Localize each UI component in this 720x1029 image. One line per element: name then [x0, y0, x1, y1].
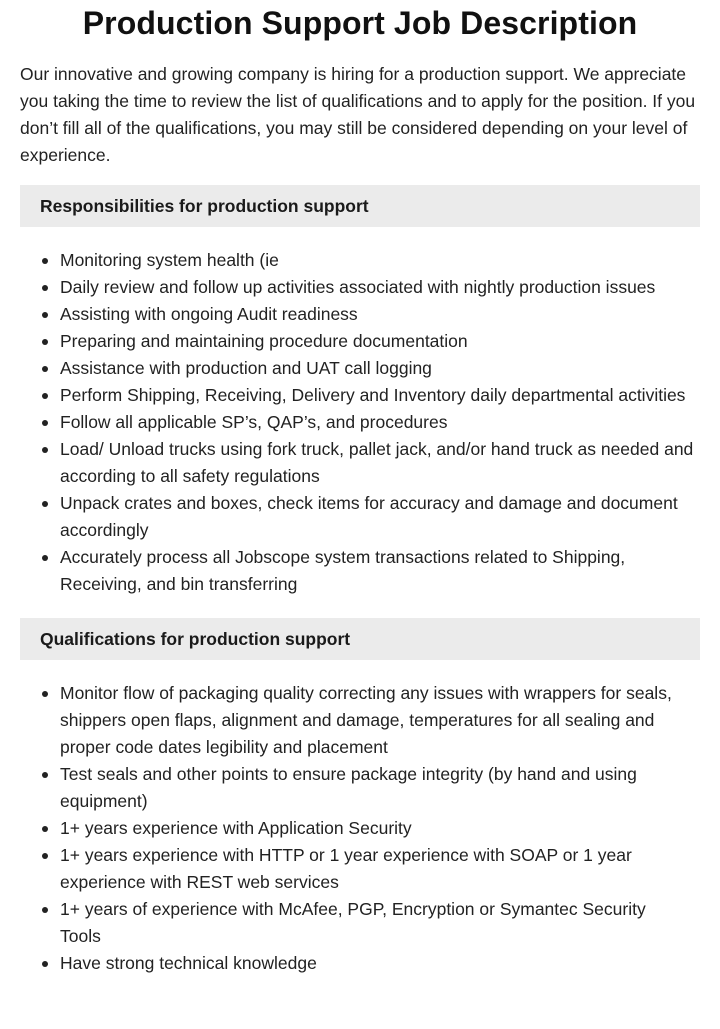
list-item: Have strong technical knowledge	[60, 950, 690, 977]
list-item: Preparing and maintaining procedure documentation	[60, 328, 700, 355]
responsibilities-heading: Responsibilities for production support	[20, 185, 700, 227]
list-item: Accurately process all Jobscope system transactions related to Shipping, Receiving, and bin transferring	[60, 544, 700, 598]
responsibilities-list	[20, 247, 700, 598]
page-title: Production Support Job Description	[82, 5, 638, 41]
list-item: Assistance with production and UAT call logging	[60, 355, 700, 382]
list-item: Follow all applicable SP’s, QAP’s, and procedures	[60, 409, 700, 436]
list-item: Monitor flow of packaging quality correcting any issues with wrappers for seals, shippers open flaps, alignment and damage, temperatures for all sealing and proper code dates legibility and placement	[60, 680, 690, 761]
qualifications-list	[20, 680, 700, 977]
list-item: Unpack crates and boxes, check items for accuracy and damage and document accordingly	[60, 490, 700, 544]
intro-paragraph: Our innovative and growing company is hiring for a production support. We appreciate you taking the time to review the list of qualifications and to apply for the position. If you don’t fill all of the qualifications, you may still be considered depending on your level of experience.	[20, 64, 696, 165]
list-item: Load/ Unload trucks using fork truck, pallet jack, and/or hand truck as needed and according to all safety regulations	[60, 436, 700, 490]
list-item: 1+ years experience with HTTP or 1 year experience with SOAP or 1 year experience with REST web services	[60, 842, 690, 896]
list-item: Test seals and other points to ensure package integrity (by hand and using equipment)	[60, 761, 690, 815]
qualifications-section	[20, 618, 700, 977]
list-item: Perform Shipping, Receiving, Delivery and Inventory daily departmental activities	[60, 382, 700, 409]
list-item: 1+ years experience with Application Security	[60, 815, 690, 842]
qualifications-heading: Qualifications for production support	[20, 618, 700, 660]
list-item: Daily review and follow up activities associated with nightly production issues	[60, 274, 700, 301]
list-item: Assisting with ongoing Audit readiness	[60, 301, 700, 328]
list-item: 1+ years of experience with McAfee, PGP, Encryption or Symantec Security Tools	[60, 896, 690, 950]
list-item: Monitoring system health (ie	[60, 247, 700, 274]
responsibilities-section	[20, 185, 700, 598]
